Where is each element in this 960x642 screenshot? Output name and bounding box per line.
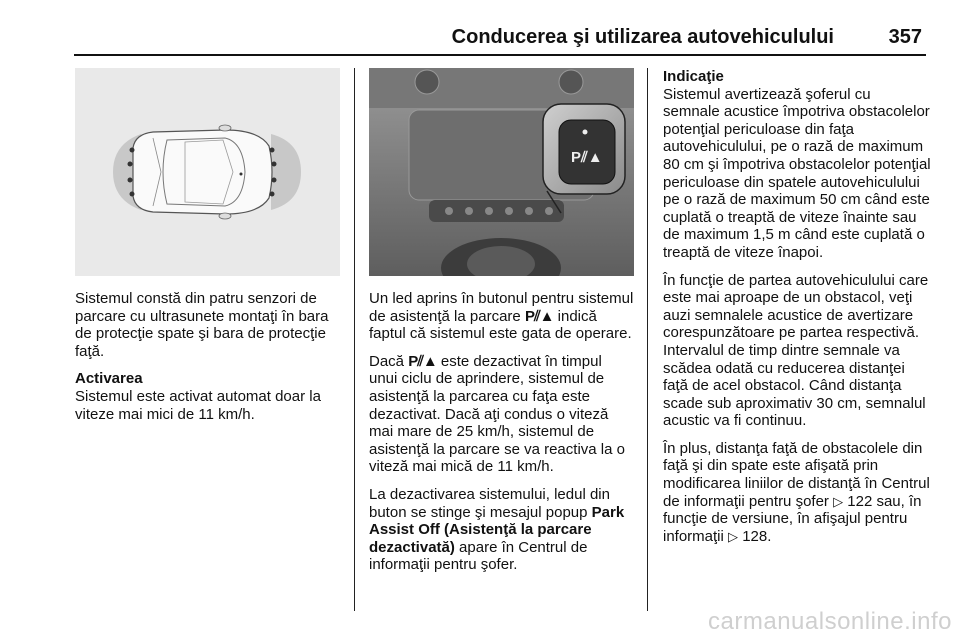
header-rule <box>74 54 926 56</box>
page-reference-link[interactable]: 122 <box>847 492 873 510</box>
paragraph: Dacă P⫽▲ este dezactivat în timpul unui ciclu de aprindere, sistemul de asistenţă la parcarea cu faţa este dezactivat. Dacă aţi condus o viteză mai mare de 25 km/h, sistemul de asistenţă la parcare se va reactiva la o viteză mai mică de 11 km/h. <box>369 352 625 476</box>
column-1 <box>75 68 340 433</box>
park-assist-icon: P⫽▲ <box>571 149 603 166</box>
paragraph: În plus, distanţa faţă de obstacolele din faţă şi din spate este afişată prin modificarea liniilor de distanţă în Centrul de informaţii pentru şofer ▷ 122 sau, în funcţie de versiune, în afişajul pentru informaţii ▷ 128. <box>663 439 930 545</box>
console-park-button-photo <box>369 68 634 276</box>
page-ref-arrow-icon: ▷ <box>728 528 739 544</box>
column-3 <box>663 68 931 555</box>
park-assist-icon: P⫽▲ <box>524 307 554 325</box>
page-title: Conducerea şi utilizarea autovehiculului <box>451 26 834 48</box>
popup-message-name: Park Assist Off (Asistenţă la parcare dezactivată) <box>369 503 625 556</box>
console-photo-svg <box>369 68 634 276</box>
column-divider <box>647 68 648 611</box>
page-header <box>74 26 926 58</box>
note-paragraph: Sistemul avertizează şoferul cu semnale acustice împotriva obstacolelor potenţial periculoase din faţa autovehiculului, pe o rază de maximum 80 cm şi împotriva obstacolelor potenţial periculoase din spatele autovehiculului pe o rază de maximum 50 cm când este cuplată o treaptă de viteze înainte sau de maximum 1,5 m când este cuplată o treaptă de viteze înapoi. <box>663 85 931 261</box>
activation-paragraph: Sistemul este activat automat doar la viteze mai mici de 11 km/h. <box>75 387 321 423</box>
note-heading: Indicaţie <box>663 68 724 85</box>
car-sensor-diagram <box>75 68 340 276</box>
page-number: 357 <box>888 26 922 48</box>
paragraph: Un led aprins în butonul pentru sistemul de asistenţă la parcare P⫽▲ indică faptul că sistemul este gata de operare. <box>369 290 634 343</box>
column-2 <box>369 68 634 584</box>
paragraph: În funcţie de partea autovehiculului care este mai aproape de un obstacol, veţi auzi semnalele acustice de avertizare corespunzătoare pe partea respectivă. Intervalul de timp dintre semnale va scădea odată cu reducerea distanţei faţă de acel obstacol. Când distanţa scade sub aproximativ 30 cm, semnalul acustic va fi continuu. <box>663 271 929 430</box>
paragraph: La dezactivarea sistemului, ledul din buton se stinge şi mesajul popup Park Assist Off (Asistenţă la parcare dezactivată) apare în Centrul de informaţii pentru şofer. <box>369 485 625 574</box>
page-reference-link[interactable]: 128 <box>742 527 768 545</box>
park-assist-icon: P⫽▲ <box>408 352 437 370</box>
watermark: carmanualsonline.info <box>708 608 952 635</box>
column-divider <box>354 68 355 611</box>
page-ref-arrow-icon: ▷ <box>833 493 844 509</box>
activation-heading: Activarea <box>75 370 143 388</box>
paragraph: Sistemul constă din patru senzori de parcare cu ultrasunete montaţi în bara de protecţie spate şi bara de protecţie faţă. <box>75 290 329 360</box>
car-sensor-diagram-svg <box>75 68 340 276</box>
